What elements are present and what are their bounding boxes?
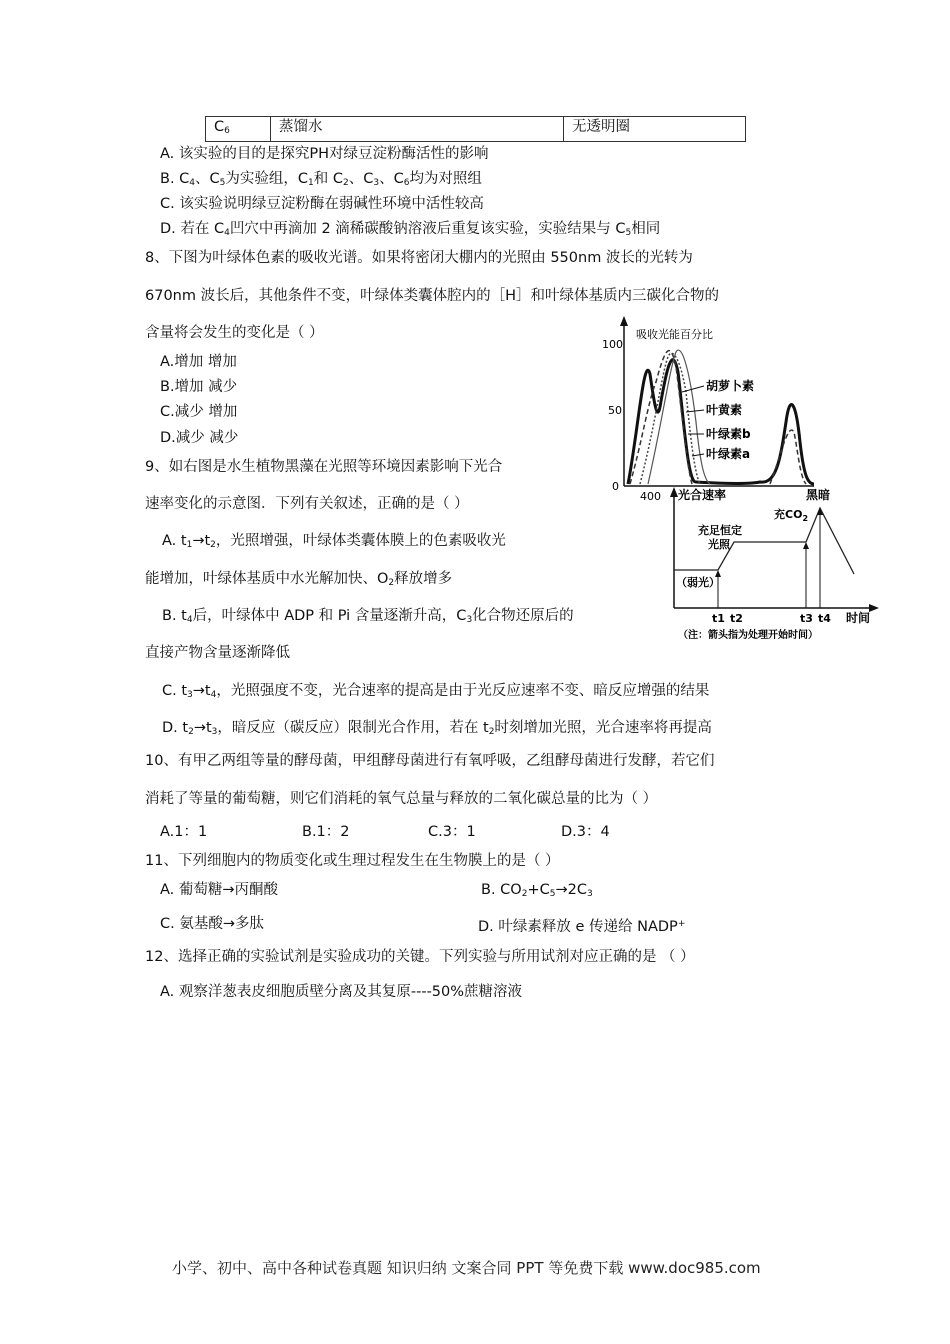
q9-stem-line2: 速率变化的示意图．下列有关叙述，正确的是（ ） xyxy=(145,496,469,512)
rate-x-label: 时间 xyxy=(846,611,871,625)
legend-carotene: 胡萝卜素 xyxy=(706,379,755,393)
q7-option-d: D. 若在 $C_4$凹穴中再滴加 2 滴稀碳酸钠溶液后重复该实验，实验结果与 $C_5$相同 xyxy=(160,221,661,238)
tick-t3: t3 xyxy=(800,612,813,625)
q9-option-d: D. $t_2\to t_3$，暗反应（碳反应）限制光合作用，若在 $t_2$时刻增加光照，光合速率将再提高 xyxy=(162,720,712,737)
q8-option-d: D.减少 减少 xyxy=(160,430,239,446)
q11-option-c: C. 氨基酸→多肽 xyxy=(160,916,264,932)
q11-stem: 11、下列细胞内的物质变化或生理过程发生在生物膜上的是（ ） xyxy=(145,853,560,869)
x-tick-400: 400 xyxy=(640,490,661,500)
rate-curve xyxy=(674,508,854,574)
label-weak-light: （弱光） xyxy=(676,576,720,589)
page-footer: 小学、初中、高中各种试卷真题 知识归纳 文案合同 PPT 等免费下载 www.doc985.com xyxy=(172,1259,761,1277)
label-strong-light-2: 光照 xyxy=(708,538,730,551)
q9-option-b-line2: 直接产物含量逐渐降低 xyxy=(145,645,290,661)
photosynthesis-rate-chart xyxy=(660,484,882,646)
y-tick-0: 0 xyxy=(612,480,619,493)
q10-option-a: A.1：1 xyxy=(160,824,208,840)
q8-option-c: C.减少 增加 xyxy=(160,404,238,420)
q12-stem: 12、选择正确的实验试剂是实验成功的关键。下列实验与所用试剂对应正确的是 （ ） xyxy=(145,949,695,965)
rate-y-label: 光合速率 xyxy=(678,488,727,502)
legend-chlorophyll-b: 叶绿素b xyxy=(706,427,751,441)
rate-x-axis-arrow-icon xyxy=(869,604,879,612)
legend-xanthophyll: 叶黄素 xyxy=(706,403,743,417)
q9-option-c: C. $t_3\to t_4$，光照强度不变，光合速率的提高是由于光反应速率不变、暗反应增强的结果 xyxy=(162,683,710,700)
q9-option-a-line2: 能增加，叶绿体基质中水光解加快、$O_2$释放增多 xyxy=(145,571,453,588)
y-tick-50: 50 xyxy=(608,404,622,417)
q10-option-c: C.3：1 xyxy=(428,824,476,840)
table-row xyxy=(206,117,746,142)
table-cell-reagent: 蒸馏水 xyxy=(271,117,564,142)
tick-t1: t1 xyxy=(712,612,725,625)
y-axis-arrow-icon xyxy=(620,316,628,326)
q8-option-b: B.增加 减少 xyxy=(160,379,238,395)
label-dark: 黑暗 xyxy=(806,488,831,502)
y-axis-label: 吸收光能百分比 xyxy=(636,328,713,341)
q11-option-a: A. 葡萄糖→丙酮酸 xyxy=(160,882,279,898)
label-strong-light-1: 充足恒定 xyxy=(698,524,742,537)
rate-y-axis-arrow-icon xyxy=(670,487,678,497)
q9-stem-line1: 9、如右图是水生植物黑藻在光照等环境因素影响下光合 xyxy=(145,459,503,475)
q8-stem-line2: 670nm 波长后，其他条件不变，叶绿体类囊体腔内的［H］和叶绿体基质内三碳化合物的 xyxy=(145,288,719,304)
q10-stem-line2: 消耗了等量的葡萄糖，则它们消耗的氧气总量与释放的二氧化碳总量的比为（ ） xyxy=(145,791,658,807)
q11-option-d: D. 叶绿素释放 e 传递给 NADP+ xyxy=(478,919,686,935)
tick-t2: t2 xyxy=(730,612,743,625)
table-cell-result: 无透明圈 xyxy=(564,117,746,142)
q9-option-a-line1: A. $t_1\to t_2$，光照增强，叶绿体类囊体膜上的色素吸收光 xyxy=(162,533,506,550)
q7-option-b: B. $C_4$、$C_5$为实验组，$C_1$和 $C_2$、$C_3$、$C_6$均为对照组 xyxy=(160,171,482,188)
q9-option-b-line1: B. $t_4$后，叶绿体中 ADP 和 Pi 含量逐渐升高，$C_3$化合物还原后的 xyxy=(162,608,574,625)
y-tick-100: 100 xyxy=(602,338,623,351)
chart-note: （注：箭头指为处理开始时间） xyxy=(678,630,818,641)
legend-chlorophyll-a: 叶绿素a xyxy=(706,447,751,461)
q10-option-d: D.3：4 xyxy=(561,824,610,840)
q12-option-a: A. 观察洋葱表皮细胞质壁分离及其复原----50%蔗糖溶液 xyxy=(160,984,523,1000)
q7-option-a: A. 该实验的目的是探究PH对绿豆淀粉酶活性的影响 xyxy=(160,146,489,162)
q8-stem-line1: 8、下图为叶绿体色素的吸收光谱。如果将密闭大棚内的光照由 550nm 波长的光转为 xyxy=(145,250,693,266)
q7-option-c: C. 该实验说明绿豆淀粉酶在弱碱性环境中活性较高 xyxy=(160,196,484,212)
absorption-spectrum-chart xyxy=(600,312,820,500)
arrow-t3-head-icon xyxy=(803,542,809,549)
q8-option-a: A.增加 增加 xyxy=(160,354,237,370)
tick-t4: t4 xyxy=(818,612,831,625)
q10-stem-line1: 10、有甲乙两组等量的酵母菌，甲组酵母菌进行有氧呼吸，乙组酵母菌进行发酵，若它们 xyxy=(145,753,715,769)
q8-stem-line3: 含量将会发生的变化是（ ） xyxy=(145,325,324,341)
experiment-table xyxy=(205,116,746,142)
q10-option-b: B.1：2 xyxy=(302,824,350,840)
q11-option-b: B. $CO_2+C_5\to 2C_3$ xyxy=(481,882,593,899)
table-cell-group: $C_6$ xyxy=(206,117,271,142)
label-add-co2: 充$CO_2$ xyxy=(774,508,809,523)
